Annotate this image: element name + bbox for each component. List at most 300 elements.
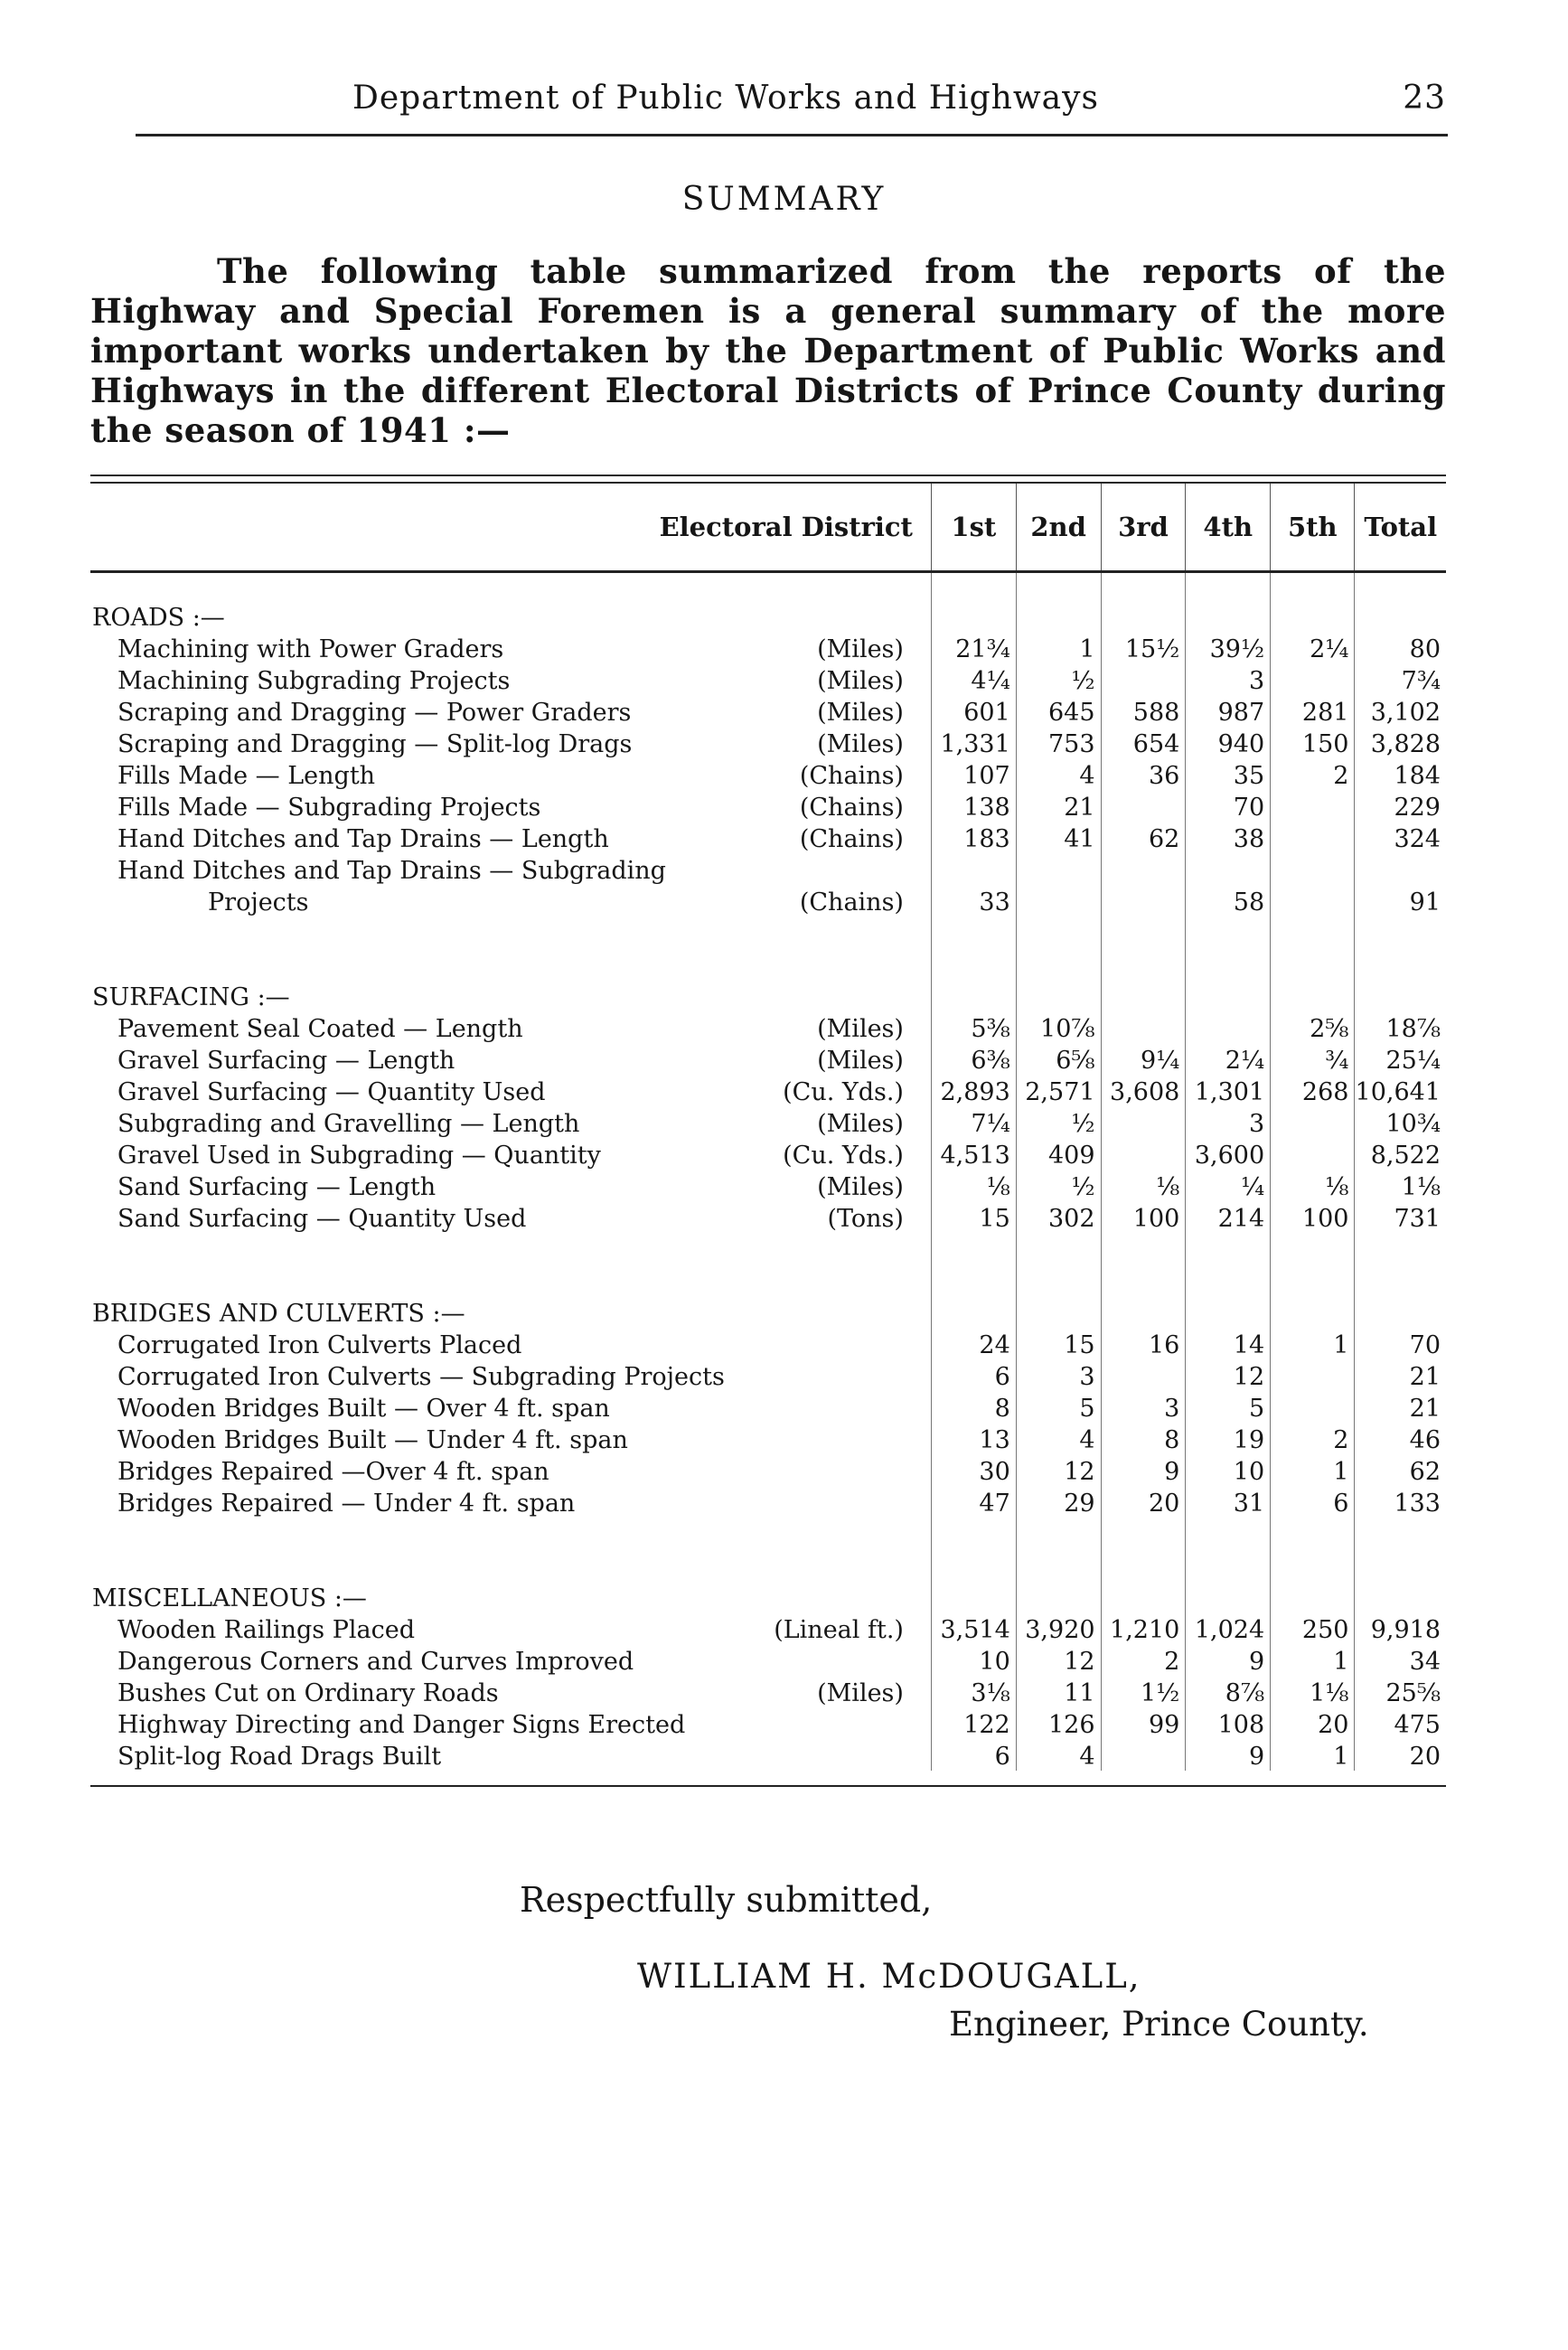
spacer-cell bbox=[1016, 916, 1101, 953]
value-cell: 3 bbox=[1186, 1106, 1271, 1138]
value-cell: 2 bbox=[1271, 758, 1355, 790]
row-unit: (Miles) bbox=[817, 1110, 931, 1138]
row-unit: (Miles) bbox=[817, 1015, 931, 1043]
spacer-cell bbox=[931, 1233, 1016, 1269]
row-label: Pavement Seal Coated — Length bbox=[117, 1015, 523, 1043]
row-label-cell bbox=[90, 727, 931, 758]
value-cell bbox=[1101, 853, 1186, 885]
row-unit: (Tons) bbox=[827, 1205, 930, 1233]
row-unit: (Miles) bbox=[817, 730, 931, 758]
empty-cell bbox=[1271, 572, 1355, 633]
row-label: Bridges Repaired — Under 4 ft. span bbox=[117, 1490, 576, 1518]
value-cell: 4 bbox=[1016, 758, 1101, 790]
value-cell: 14 bbox=[1186, 1328, 1271, 1359]
value-cell: 70 bbox=[1355, 1328, 1446, 1359]
table-row bbox=[90, 1486, 1446, 1518]
column-header-3rd: 3rd bbox=[1101, 484, 1186, 572]
row-label: Wooden Railings Placed bbox=[117, 1616, 416, 1644]
value-cell: 100 bbox=[1271, 1201, 1355, 1233]
value-cell: 100 bbox=[1101, 1201, 1186, 1233]
value-cell: 2⅝ bbox=[1271, 1011, 1355, 1043]
table-row bbox=[90, 1138, 1446, 1170]
spacer-cell bbox=[90, 1233, 931, 1269]
value-cell: 2 bbox=[1101, 1644, 1186, 1676]
value-cell bbox=[1271, 1106, 1355, 1138]
column-header-1st: 1st bbox=[931, 484, 1016, 572]
row-label: Wooden Bridges Built — Under 4 ft. span bbox=[117, 1426, 628, 1454]
value-cell: 108 bbox=[1186, 1707, 1271, 1739]
value-cell: 62 bbox=[1355, 1454, 1446, 1486]
row-unit: (Miles) bbox=[817, 1173, 931, 1201]
value-cell bbox=[1101, 790, 1186, 822]
value-cell bbox=[1271, 1391, 1355, 1423]
value-cell bbox=[1101, 663, 1186, 695]
empty-cell bbox=[1355, 1554, 1446, 1612]
value-cell bbox=[1271, 822, 1355, 853]
value-cell: 1,210 bbox=[1101, 1612, 1186, 1644]
row-unit: (Cu. Yds.) bbox=[783, 1142, 931, 1170]
table-top-rule bbox=[90, 475, 1446, 484]
value-cell: 409 bbox=[1016, 1138, 1101, 1170]
row-unit: (Chains) bbox=[800, 825, 931, 853]
row-label: Sand Surfacing — Length bbox=[117, 1173, 437, 1201]
value-cell: ½ bbox=[1016, 1106, 1101, 1138]
row-label-cell bbox=[90, 1644, 931, 1676]
row-label: Corrugated Iron Culverts — Subgrading Projects bbox=[117, 1363, 725, 1391]
section-title: SURFACING :— bbox=[92, 983, 290, 1011]
row-label-cell bbox=[90, 1138, 931, 1170]
empty-cell bbox=[1355, 572, 1446, 633]
value-cell: 122 bbox=[931, 1707, 1016, 1739]
row-label: Subgrading and Gravelling — Length bbox=[117, 1110, 580, 1138]
table-row bbox=[90, 1106, 1446, 1138]
value-cell: 1 bbox=[1271, 1644, 1355, 1676]
value-cell: 20 bbox=[1271, 1707, 1355, 1739]
value-cell: 1⅛ bbox=[1355, 1170, 1446, 1201]
value-cell: 30 bbox=[931, 1454, 1016, 1486]
value-cell: 12 bbox=[1016, 1644, 1101, 1676]
value-cell: ½ bbox=[1016, 1170, 1101, 1201]
value-cell: 150 bbox=[1271, 727, 1355, 758]
value-cell: 268 bbox=[1271, 1075, 1355, 1106]
value-cell: 62 bbox=[1101, 822, 1186, 853]
value-cell: 34 bbox=[1355, 1644, 1446, 1676]
row-label-cell bbox=[90, 1486, 931, 1518]
value-cell: 9 bbox=[1186, 1739, 1271, 1771]
table-body bbox=[90, 572, 1446, 1772]
value-cell bbox=[1186, 853, 1271, 885]
value-cell: 1,024 bbox=[1186, 1612, 1271, 1644]
value-cell: 126 bbox=[1016, 1707, 1101, 1739]
section-title: BRIDGES AND CULVERTS :— bbox=[92, 1300, 465, 1328]
value-cell: 21 bbox=[1355, 1359, 1446, 1391]
section-spacer bbox=[90, 916, 1446, 953]
section-header-row bbox=[90, 1269, 1446, 1328]
column-header-5th: 5th bbox=[1271, 484, 1355, 572]
value-cell: 3,600 bbox=[1186, 1138, 1271, 1170]
row-label: Wooden Bridges Built — Over 4 ft. span bbox=[117, 1395, 610, 1423]
empty-cell bbox=[931, 572, 1016, 633]
empty-cell bbox=[1186, 953, 1271, 1011]
value-cell: 6⅝ bbox=[1016, 1043, 1101, 1075]
row-label-cell bbox=[90, 790, 931, 822]
value-cell: 183 bbox=[931, 822, 1016, 853]
value-cell: 8 bbox=[931, 1391, 1016, 1423]
row-label-cell bbox=[90, 1612, 931, 1644]
value-cell: 6 bbox=[931, 1359, 1016, 1391]
row-label-cell bbox=[90, 1391, 931, 1423]
value-cell: 3 bbox=[1186, 663, 1271, 695]
value-cell: 15½ bbox=[1101, 632, 1186, 663]
value-cell: 588 bbox=[1101, 695, 1186, 727]
empty-cell bbox=[1101, 1554, 1186, 1612]
empty-cell bbox=[1355, 953, 1446, 1011]
value-cell: 3 bbox=[1101, 1391, 1186, 1423]
value-cell: 184 bbox=[1355, 758, 1446, 790]
row-unit: (Miles) bbox=[817, 1047, 931, 1075]
table-row bbox=[90, 1170, 1446, 1201]
empty-cell bbox=[931, 1554, 1016, 1612]
table-row bbox=[90, 1328, 1446, 1359]
empty-cell bbox=[931, 953, 1016, 1011]
spacer-cell bbox=[1355, 916, 1446, 953]
row-label: Projects bbox=[208, 888, 309, 916]
summary-table-wrap bbox=[90, 475, 1446, 1787]
value-cell: 19 bbox=[1186, 1423, 1271, 1454]
value-cell: 58 bbox=[1186, 885, 1271, 916]
value-cell: 8,522 bbox=[1355, 1138, 1446, 1170]
value-cell bbox=[1271, 1138, 1355, 1170]
row-unit: (Chains) bbox=[800, 794, 931, 822]
table-bottom-rule bbox=[90, 1785, 1446, 1787]
value-cell bbox=[1101, 1359, 1186, 1391]
table-row bbox=[90, 758, 1446, 790]
section-header-row bbox=[90, 953, 1446, 1011]
value-cell: 4 bbox=[1016, 1423, 1101, 1454]
value-cell: 70 bbox=[1186, 790, 1271, 822]
value-cell: 3,102 bbox=[1355, 695, 1446, 727]
spacer-cell bbox=[1355, 1518, 1446, 1554]
table-row bbox=[90, 1454, 1446, 1486]
value-cell: 1 bbox=[1271, 1739, 1355, 1771]
table-row bbox=[90, 822, 1446, 853]
value-cell: 250 bbox=[1271, 1612, 1355, 1644]
value-cell bbox=[1271, 853, 1355, 885]
value-cell: 1,331 bbox=[931, 727, 1016, 758]
signature-title: Engineer, Prince County. bbox=[949, 2005, 1369, 2044]
table-row bbox=[90, 1644, 1446, 1676]
row-label-cell bbox=[90, 885, 931, 916]
table-row bbox=[90, 1612, 1446, 1644]
empty-cell bbox=[1016, 572, 1101, 633]
row-label-cell bbox=[90, 1707, 931, 1739]
value-cell: 8⅞ bbox=[1186, 1676, 1271, 1707]
value-cell: 10 bbox=[1186, 1454, 1271, 1486]
signature-name: WILLIAM H. McDOUGALL, bbox=[637, 1957, 1141, 1996]
value-cell: ½ bbox=[1016, 663, 1101, 695]
row-unit: (Miles) bbox=[817, 667, 931, 695]
empty-cell bbox=[1271, 1554, 1355, 1612]
header-rule bbox=[136, 134, 1448, 136]
value-cell: ¾ bbox=[1271, 1043, 1355, 1075]
value-cell bbox=[1271, 790, 1355, 822]
row-label-cell bbox=[90, 758, 931, 790]
row-label-cell bbox=[90, 1739, 931, 1771]
spacer-cell bbox=[1101, 916, 1186, 953]
value-cell: 91 bbox=[1355, 885, 1446, 916]
row-label: Gravel Used in Subgrading — Quantity bbox=[117, 1142, 601, 1170]
empty-cell bbox=[1271, 953, 1355, 1011]
value-cell: 601 bbox=[931, 695, 1016, 727]
section-title: MISCELLANEOUS :— bbox=[92, 1584, 367, 1612]
row-label: Sand Surfacing — Quantity Used bbox=[117, 1205, 527, 1233]
value-cell: 133 bbox=[1355, 1486, 1446, 1518]
spacer-cell bbox=[1271, 1518, 1355, 1554]
table-row bbox=[90, 1075, 1446, 1106]
section-spacer bbox=[90, 1518, 1446, 1554]
row-label-cell bbox=[90, 1328, 931, 1359]
table-header-row bbox=[90, 484, 1446, 572]
row-label: Highway Directing and Danger Signs Erected bbox=[117, 1711, 686, 1739]
value-cell: 80 bbox=[1355, 632, 1446, 663]
row-label: Scraping and Dragging — Power Graders bbox=[117, 699, 632, 727]
value-cell: 2,571 bbox=[1016, 1075, 1101, 1106]
intro-paragraph: The following table summarized from the reports of the Highway and Special Foremen is a general summary of the more important works undertaken by the Department of Public Works and Highways in the different Electoral Districts of Prince County during the season of 1941 :— bbox=[90, 251, 1446, 450]
value-cell: 9 bbox=[1186, 1644, 1271, 1676]
empty-cell bbox=[1016, 1269, 1101, 1328]
row-label: Machining with Power Graders bbox=[117, 635, 504, 663]
table-row bbox=[90, 885, 1446, 916]
value-cell: 302 bbox=[1016, 1201, 1101, 1233]
value-cell bbox=[1016, 885, 1101, 916]
value-cell: 3 bbox=[1016, 1359, 1101, 1391]
value-cell: ⅛ bbox=[1271, 1170, 1355, 1201]
row-label-cell bbox=[90, 1676, 931, 1707]
value-cell: 1 bbox=[1271, 1454, 1355, 1486]
value-cell: 3,608 bbox=[1101, 1075, 1186, 1106]
row-unit: (Miles) bbox=[817, 635, 931, 663]
row-label-cell bbox=[90, 1359, 931, 1391]
section-header-row bbox=[90, 572, 1446, 633]
value-cell bbox=[1186, 1011, 1271, 1043]
table-row bbox=[90, 1359, 1446, 1391]
value-cell: 18⅞ bbox=[1355, 1011, 1446, 1043]
row-label: Gravel Surfacing — Quantity Used bbox=[117, 1078, 546, 1106]
spacer-cell bbox=[90, 916, 931, 953]
value-cell: 39½ bbox=[1186, 632, 1271, 663]
value-cell: 20 bbox=[1101, 1486, 1186, 1518]
value-cell bbox=[1271, 663, 1355, 695]
row-label-cell bbox=[90, 853, 931, 885]
row-label: Machining Subgrading Projects bbox=[117, 667, 511, 695]
table-row bbox=[90, 1011, 1446, 1043]
row-label: Fills Made — Length bbox=[117, 762, 376, 790]
value-cell: 8 bbox=[1101, 1423, 1186, 1454]
value-cell: 281 bbox=[1271, 695, 1355, 727]
row-label-cell bbox=[90, 1454, 931, 1486]
value-cell: ¼ bbox=[1186, 1170, 1271, 1201]
value-cell: 21 bbox=[1355, 1391, 1446, 1423]
spacer-cell bbox=[1101, 1518, 1186, 1554]
summary-table bbox=[90, 484, 1446, 1771]
value-cell: 324 bbox=[1355, 822, 1446, 853]
row-label: Hand Ditches and Tap Drains — Subgrading bbox=[117, 857, 666, 885]
column-header-4th: 4th bbox=[1186, 484, 1271, 572]
row-label: Fills Made — Subgrading Projects bbox=[117, 794, 541, 822]
spacer-cell bbox=[1016, 1518, 1101, 1554]
value-cell: 10,641 bbox=[1355, 1075, 1446, 1106]
value-cell: 3,514 bbox=[931, 1612, 1016, 1644]
table-row bbox=[90, 853, 1446, 885]
value-cell: 7¾ bbox=[1355, 663, 1446, 695]
column-header-total: Total bbox=[1355, 484, 1446, 572]
row-label: Gravel Surfacing — Length bbox=[117, 1047, 455, 1075]
value-cell: 11 bbox=[1016, 1676, 1101, 1707]
section-title: ROADS :— bbox=[92, 604, 225, 632]
value-cell: 7¼ bbox=[931, 1106, 1016, 1138]
value-cell: 15 bbox=[1016, 1328, 1101, 1359]
row-label: Split-log Road Drags Built bbox=[117, 1743, 442, 1771]
spacer-cell bbox=[90, 1518, 931, 1554]
value-cell: 107 bbox=[931, 758, 1016, 790]
empty-cell bbox=[1016, 1554, 1101, 1612]
value-cell: 3,828 bbox=[1355, 727, 1446, 758]
running-head bbox=[90, 80, 1446, 125]
value-cell: 10¾ bbox=[1355, 1106, 1446, 1138]
empty-cell bbox=[1271, 1269, 1355, 1328]
value-cell: 2¼ bbox=[1271, 632, 1355, 663]
value-cell: 35 bbox=[1186, 758, 1271, 790]
value-cell: 3⅛ bbox=[931, 1676, 1016, 1707]
empty-cell bbox=[1186, 1554, 1271, 1612]
value-cell: 31 bbox=[1186, 1486, 1271, 1518]
row-label-cell bbox=[90, 632, 931, 663]
value-cell: 1½ bbox=[1101, 1676, 1186, 1707]
table-row bbox=[90, 1423, 1446, 1454]
table-row bbox=[90, 1043, 1446, 1075]
row-label-cell bbox=[90, 1106, 931, 1138]
row-label: Corrugated Iron Culverts Placed bbox=[117, 1331, 522, 1359]
value-cell: 13 bbox=[931, 1423, 1016, 1454]
empty-cell bbox=[1101, 1269, 1186, 1328]
row-label: Bushes Cut on Ordinary Roads bbox=[117, 1679, 499, 1707]
row-label: Dangerous Corners and Curves Improved bbox=[117, 1648, 634, 1676]
value-cell: 138 bbox=[931, 790, 1016, 822]
value-cell bbox=[1101, 1011, 1186, 1043]
table-row bbox=[90, 1707, 1446, 1739]
value-cell: 6 bbox=[1271, 1486, 1355, 1518]
row-label: Scraping and Dragging — Split-log Drags bbox=[117, 730, 633, 758]
value-cell: 36 bbox=[1101, 758, 1186, 790]
value-cell bbox=[1101, 1106, 1186, 1138]
value-cell: 16 bbox=[1101, 1328, 1186, 1359]
row-unit: (Cu. Yds.) bbox=[783, 1078, 931, 1106]
table-row bbox=[90, 632, 1446, 663]
value-cell: 940 bbox=[1186, 727, 1271, 758]
row-label: Bridges Repaired —Over 4 ft. span bbox=[117, 1458, 549, 1486]
row-label-cell bbox=[90, 822, 931, 853]
empty-cell bbox=[1186, 572, 1271, 633]
row-unit: (Miles) bbox=[817, 1679, 931, 1707]
row-label-cell bbox=[90, 695, 931, 727]
value-cell: 41 bbox=[1016, 822, 1101, 853]
value-cell: 25⅝ bbox=[1355, 1676, 1446, 1707]
value-cell: 6 bbox=[931, 1739, 1016, 1771]
table-row bbox=[90, 695, 1446, 727]
spacer-cell bbox=[931, 1518, 1016, 1554]
value-cell bbox=[1101, 1138, 1186, 1170]
value-cell: 6⅜ bbox=[931, 1043, 1016, 1075]
section-spacer bbox=[90, 1233, 1446, 1269]
value-cell: 21 bbox=[1016, 790, 1101, 822]
value-cell: 3,920 bbox=[1016, 1612, 1101, 1644]
table-row bbox=[90, 727, 1446, 758]
value-cell: 29 bbox=[1016, 1486, 1101, 1518]
page-number: 23 bbox=[1403, 80, 1446, 117]
value-cell: 9,918 bbox=[1355, 1612, 1446, 1644]
empty-cell bbox=[931, 1269, 1016, 1328]
empty-cell bbox=[1016, 953, 1101, 1011]
value-cell: 2,893 bbox=[931, 1075, 1016, 1106]
value-cell: 4¼ bbox=[931, 663, 1016, 695]
empty-cell bbox=[1186, 1269, 1271, 1328]
value-cell: ⅛ bbox=[1101, 1170, 1186, 1201]
row-unit: (Chains) bbox=[800, 888, 931, 916]
value-cell: 475 bbox=[1355, 1707, 1446, 1739]
value-cell: 1 bbox=[1016, 632, 1101, 663]
value-cell: 21¾ bbox=[931, 632, 1016, 663]
value-cell: 10⅞ bbox=[1016, 1011, 1101, 1043]
value-cell: 987 bbox=[1186, 695, 1271, 727]
spacer-cell bbox=[1186, 1233, 1271, 1269]
column-header-district: Electoral District bbox=[90, 484, 931, 572]
value-cell: 5⅜ bbox=[931, 1011, 1016, 1043]
spacer-cell bbox=[1186, 916, 1271, 953]
row-unit: (Miles) bbox=[817, 699, 931, 727]
table-row bbox=[90, 1739, 1446, 1771]
value-cell bbox=[1271, 885, 1355, 916]
empty-cell bbox=[1355, 1269, 1446, 1328]
row-unit: (Chains) bbox=[800, 762, 931, 790]
table-row bbox=[90, 790, 1446, 822]
value-cell bbox=[1355, 853, 1446, 885]
section-header-row bbox=[90, 1554, 1446, 1612]
value-cell: 5 bbox=[1186, 1391, 1271, 1423]
row-label: Hand Ditches and Tap Drains — Length bbox=[117, 825, 609, 853]
value-cell: 2 bbox=[1271, 1423, 1355, 1454]
value-cell bbox=[1016, 853, 1101, 885]
spacer-cell bbox=[931, 916, 1016, 953]
row-unit: (Lineal ft.) bbox=[774, 1616, 931, 1644]
empty-cell bbox=[1101, 953, 1186, 1011]
value-cell: 654 bbox=[1101, 727, 1186, 758]
summary-heading: SUMMARY bbox=[681, 181, 887, 218]
value-cell bbox=[1101, 885, 1186, 916]
row-label-cell bbox=[90, 1170, 931, 1201]
value-cell: 24 bbox=[931, 1328, 1016, 1359]
spacer-cell bbox=[1355, 1233, 1446, 1269]
row-label-cell bbox=[90, 1043, 931, 1075]
table-row bbox=[90, 1676, 1446, 1707]
value-cell: 214 bbox=[1186, 1201, 1271, 1233]
running-head-title: Department of Public Works and Highways bbox=[352, 80, 1099, 117]
row-label-cell bbox=[90, 1201, 931, 1233]
empty-cell bbox=[1101, 572, 1186, 633]
value-cell: 9 bbox=[1101, 1454, 1186, 1486]
value-cell: 2¼ bbox=[1186, 1043, 1271, 1075]
value-cell: 10 bbox=[931, 1644, 1016, 1676]
row-label-cell bbox=[90, 1011, 931, 1043]
